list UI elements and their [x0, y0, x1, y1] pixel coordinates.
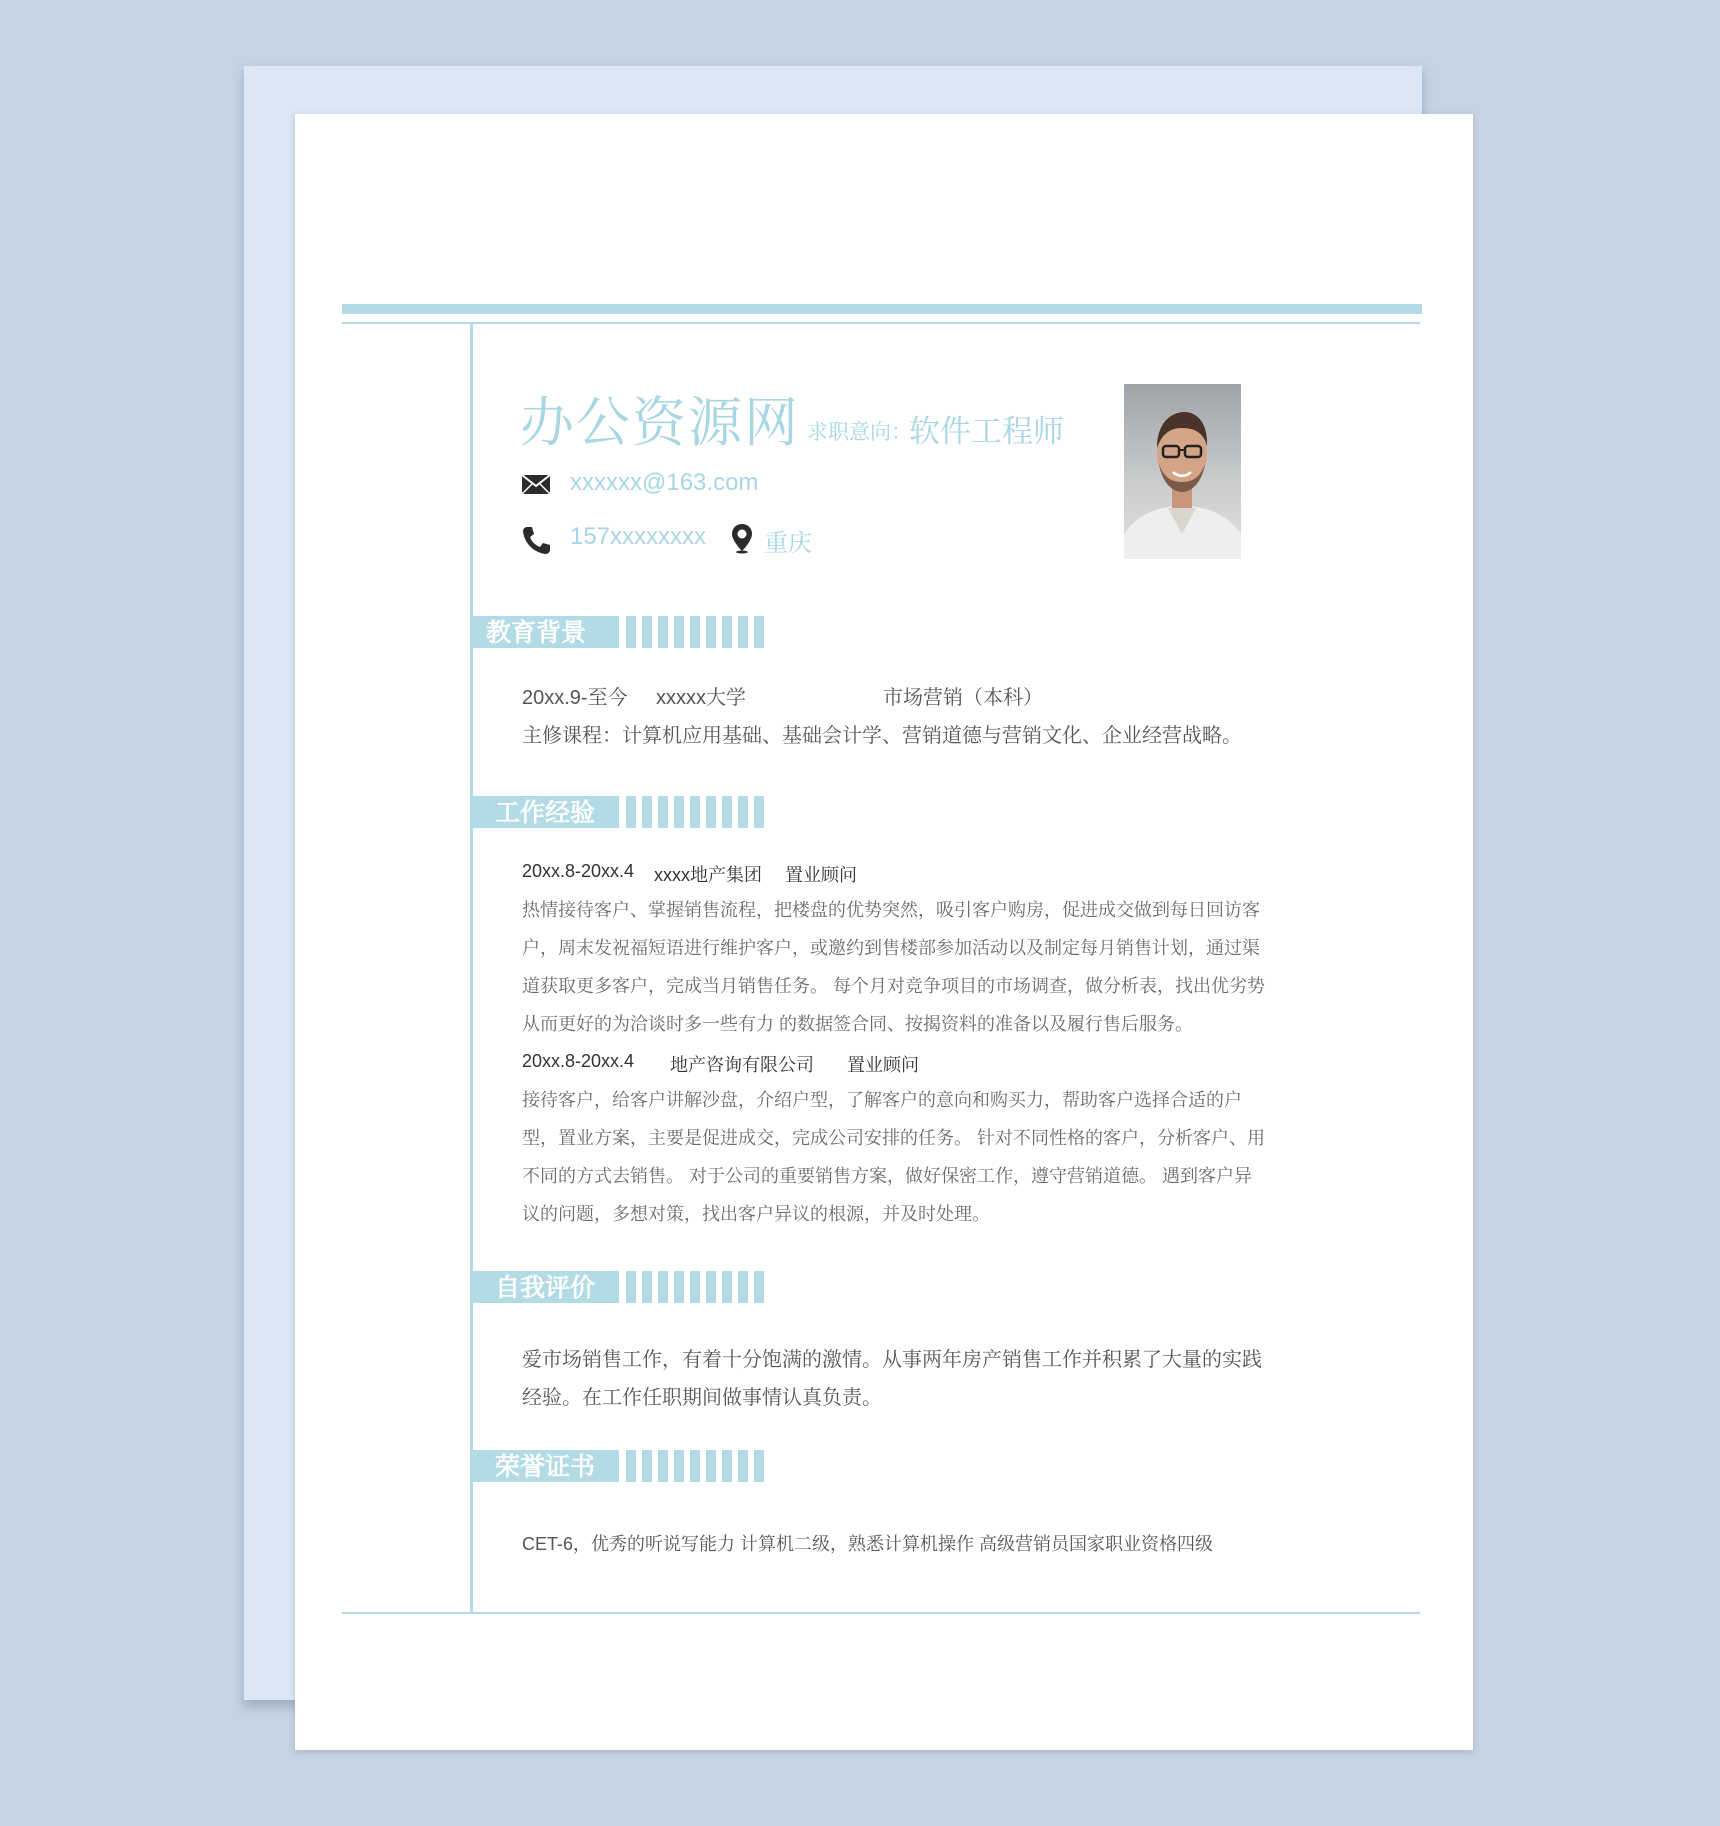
location-text: 重庆: [764, 530, 812, 557]
education-title: 教育背景: [486, 619, 587, 647]
honors-title: 荣誉证书: [495, 1453, 596, 1481]
email-text: xxxxxx@163.com: [570, 469, 759, 496]
job-2-line: 不同的方式去销售。 对于公司的重要销售方案，做好保密工作，遵守营销道德。 遇到客户异: [522, 1166, 1252, 1186]
phone-text: 157xxxxxxxx: [570, 523, 707, 550]
job-2-line: 型，置业方案，主要是促进成交，完成公司安排的任务。 针对不同性格的客户，分析客户、用: [522, 1128, 1265, 1148]
education-school: xxxxx大学: [656, 687, 746, 709]
self-eval-line: 经验。在工作任职期间做事情认真负责。: [522, 1387, 882, 1409]
person-portrait-icon: [1124, 384, 1241, 559]
candidate-name: 办公资源网: [520, 393, 800, 453]
education-stripes: [626, 616, 766, 648]
envelope-icon: [520, 468, 552, 500]
job-2-position: 置业顾问: [847, 1055, 919, 1075]
top-accent-bar: [342, 304, 1422, 314]
honors-stripes: [626, 1450, 766, 1482]
phone-icon: [520, 524, 552, 556]
job-1-line: 从而更好的为洽谈时多一些有力 的数据签合同、按揭资料的准备以及履行售后服务。: [522, 1014, 1193, 1034]
education-major: 市场营销（本科）: [883, 687, 1043, 709]
job-2-line: 接待客户，给客户讲解沙盘，介绍户型，了解客户的意向和购买力，帮助客户选择合适的户: [522, 1090, 1242, 1110]
education-courses: 主修课程：计算机应用基础、基础会计学、营销道德与营销文化、企业经营战略。: [522, 725, 1242, 747]
job-2-company: 地产咨询有限公司: [670, 1055, 814, 1075]
job-1-position: 置业顾问: [785, 865, 857, 885]
work-title: 工作经验: [495, 799, 596, 827]
bottom-accent-line: [342, 1612, 1420, 1614]
job-1-company: xxxx地产集团: [654, 865, 762, 885]
profile-photo: [1124, 384, 1241, 559]
job-1-line: 户，周末发祝福短语进行维护客户，或邀约到售楼部参加活动以及制定每月销售计划，通过渠: [522, 938, 1260, 958]
self-eval-title: 自我评价: [495, 1274, 596, 1302]
job-1-line: 道获取更多客户，完成当月销售任务。 每个月对竞争项目的市场调查，做分析表，找出优劣势: [522, 976, 1265, 996]
education-period: 20xx.9-至今: [522, 687, 628, 709]
job-1-line: 热情接待客户、掌握销售流程，把楼盘的优势突然，吸引客户购房，促进成交做到每日回访客: [522, 900, 1260, 920]
job-1-period: 20xx.8-20xx.4: [522, 861, 635, 881]
job-intent-value: 软件工程师: [909, 414, 1064, 449]
self-eval-line: 爱市场销售工作，有着十分饱满的激情。从事两年房产销售工作并积累了大量的实践: [522, 1349, 1262, 1371]
left-vertical-line: [470, 324, 473, 1614]
top-accent-line: [342, 322, 1420, 324]
job-intent-label: 求职意向：: [807, 421, 912, 444]
job-2-line: 议的问题，多想对策，找出客户异议的根源，并及时处理。: [522, 1204, 990, 1224]
location-pin-icon: [726, 522, 758, 554]
honors-text: CET-6，优秀的听说写能力 计算机二级，熟悉计算机操作 高级营销员国家职业资格四级: [522, 1534, 1214, 1554]
work-stripes: [626, 796, 766, 828]
job-1-description: [522, 891, 1282, 1043]
job-2-period: 20xx.8-20xx.4: [522, 1051, 635, 1071]
job-2-description: [522, 1081, 1282, 1233]
self-eval-stripes: [626, 1271, 766, 1303]
self-eval-text: [522, 1341, 1282, 1417]
